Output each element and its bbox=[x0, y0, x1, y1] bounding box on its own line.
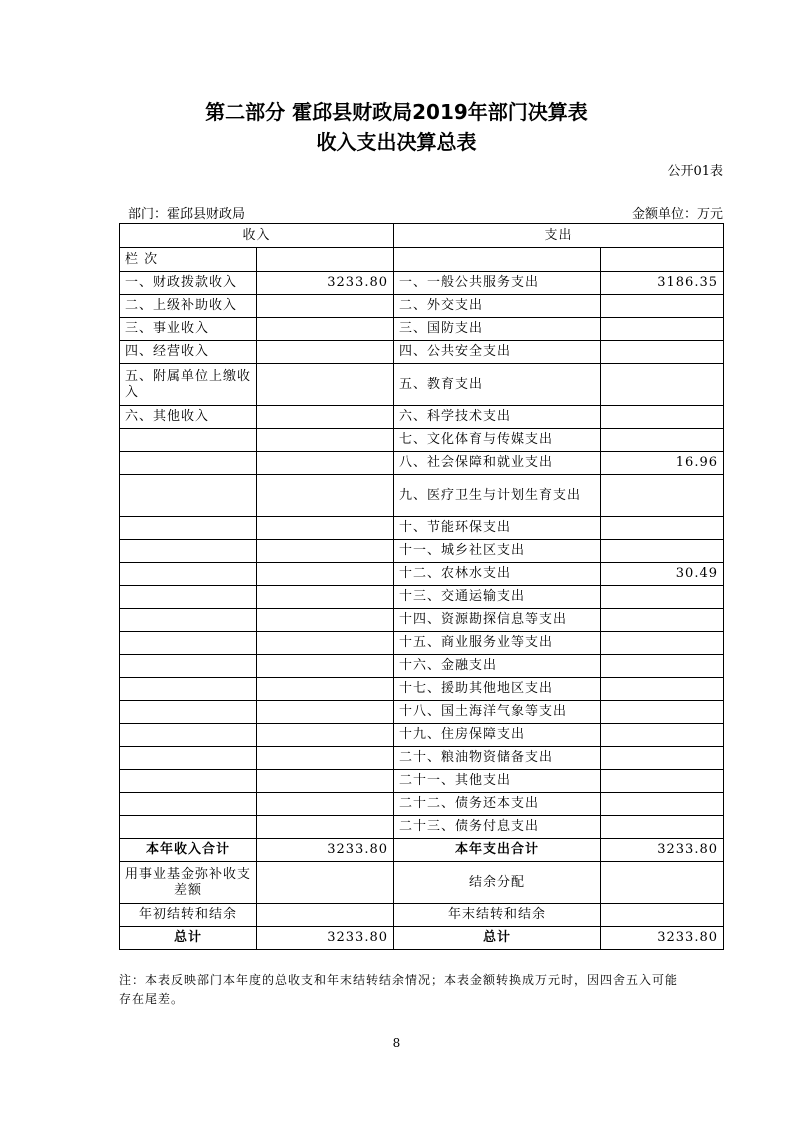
income-expense-table bbox=[119, 223, 724, 950]
cell-in-value bbox=[257, 452, 394, 475]
summary-total-out-value: 3233.80 bbox=[601, 927, 724, 950]
cell-out-label: 六、科学技术支出 bbox=[394, 406, 601, 429]
cell-in-label bbox=[120, 747, 257, 770]
cell-out-value bbox=[601, 747, 724, 770]
table-row bbox=[120, 770, 724, 793]
column-label-row bbox=[120, 248, 724, 272]
table-row bbox=[120, 364, 724, 406]
cell-out-label: 七、文化体育与传媒支出 bbox=[394, 429, 601, 452]
summary-begin-value bbox=[257, 904, 394, 927]
cell-out-label: 十一、城乡社区支出 bbox=[394, 540, 601, 563]
cell-out-value bbox=[601, 770, 724, 793]
cell-in-label bbox=[120, 517, 257, 540]
cell-in-value bbox=[257, 295, 394, 318]
cell-out-value bbox=[601, 475, 724, 517]
summary-row bbox=[120, 839, 724, 862]
cell-in-value bbox=[257, 701, 394, 724]
summary-row bbox=[120, 904, 724, 927]
cell-out-value bbox=[601, 724, 724, 747]
cell-out-label: 四、公共安全支出 bbox=[394, 341, 601, 364]
table-row bbox=[120, 724, 724, 747]
table-row bbox=[120, 747, 724, 770]
cell-out-label: 二十、粮油物资储备支出 bbox=[394, 747, 601, 770]
cell-in-value bbox=[257, 793, 394, 816]
cell-out-label: 十、节能环保支出 bbox=[394, 517, 601, 540]
summary-end-value bbox=[601, 904, 724, 927]
table-title: 收入支出决算总表 bbox=[316, 130, 477, 154]
cell-out-value bbox=[601, 318, 724, 341]
cell-in-label bbox=[120, 475, 257, 517]
cell-out-value bbox=[601, 295, 724, 318]
footnote: 注：本表反映部门本年度的总收支和年末结转结余情况；本表金额转换成万元时，因四舍五入可能存在尾差。 bbox=[119, 973, 679, 1006]
summary-surplus-value bbox=[601, 862, 724, 904]
cell-out-label: 二十一、其他支出 bbox=[394, 770, 601, 793]
summary-total-out-label: 总计 bbox=[394, 927, 601, 950]
cell-out-value: 3186.35 bbox=[601, 272, 724, 295]
cell-out-label: 十九、住房保障支出 bbox=[394, 724, 601, 747]
cell-in-label: 六、其他收入 bbox=[120, 406, 257, 429]
cell-in-label bbox=[120, 586, 257, 609]
page-number: 8 bbox=[392, 1036, 401, 1050]
income-header: 收入 bbox=[120, 224, 394, 248]
cell-in-label bbox=[120, 678, 257, 701]
cell-in-value bbox=[257, 724, 394, 747]
table-header-row bbox=[120, 224, 724, 248]
cell-in-label bbox=[120, 816, 257, 839]
table-row bbox=[120, 517, 724, 540]
cell-in-value bbox=[257, 364, 394, 406]
cell-in-value bbox=[257, 816, 394, 839]
cell-in-value bbox=[257, 747, 394, 770]
cell-in-value bbox=[257, 655, 394, 678]
summary-end-label: 年末结转和结余 bbox=[394, 904, 601, 927]
cell-out-value bbox=[601, 609, 724, 632]
table-row bbox=[120, 429, 724, 452]
table-row bbox=[120, 586, 724, 609]
cell-in-label: 四、经营收入 bbox=[120, 341, 257, 364]
summary-fund-value bbox=[257, 862, 394, 904]
cell-out-value bbox=[601, 793, 724, 816]
cell-out-label: 十七、援助其他地区支出 bbox=[394, 678, 601, 701]
summary-year-expense-value: 3233.80 bbox=[601, 839, 724, 862]
cell-out-value bbox=[601, 678, 724, 701]
table-row bbox=[120, 563, 724, 586]
summary-surplus-label: 结余分配 bbox=[394, 862, 601, 904]
cell-in-label bbox=[120, 563, 257, 586]
cell-out-value bbox=[601, 632, 724, 655]
cell-out-label: 八、社会保障和就业支出 bbox=[394, 452, 601, 475]
cell-in-label: 五、附属单位上缴收入 bbox=[120, 364, 257, 406]
cell-in-label: 三、事业收入 bbox=[120, 318, 257, 341]
cell-out-value: 16.96 bbox=[601, 452, 724, 475]
cell-out-value bbox=[601, 701, 724, 724]
cell-out-value bbox=[601, 517, 724, 540]
cell-out-label: 一、一般公共服务支出 bbox=[394, 272, 601, 295]
cell-in-label bbox=[120, 609, 257, 632]
cell-in-label bbox=[120, 540, 257, 563]
table-row bbox=[120, 341, 724, 364]
cell-out-label: 十五、商业服务业等支出 bbox=[394, 632, 601, 655]
unit-label: 金额单位：万元 bbox=[631, 207, 723, 222]
department-label: 部门：霍邱县财政局 bbox=[128, 207, 246, 222]
cell-out-value bbox=[601, 586, 724, 609]
summary-row bbox=[120, 927, 724, 950]
table-row bbox=[120, 632, 724, 655]
table-row bbox=[120, 609, 724, 632]
cell-in-value bbox=[257, 475, 394, 517]
summary-row bbox=[120, 862, 724, 904]
summary-year-expense-label: 本年支出合计 bbox=[394, 839, 601, 862]
cell-out-value bbox=[601, 341, 724, 364]
cell-in-value bbox=[257, 563, 394, 586]
cell-out-value bbox=[601, 406, 724, 429]
cell-out-label: 三、国防支出 bbox=[394, 318, 601, 341]
cell-in-value bbox=[257, 586, 394, 609]
cell-out-value: 30.49 bbox=[601, 563, 724, 586]
summary-total-in-label: 总计 bbox=[120, 927, 257, 950]
cell-out-label: 九、医疗卫生与计划生育支出 bbox=[394, 475, 601, 517]
table-row bbox=[120, 406, 724, 429]
table-row bbox=[120, 272, 724, 295]
cell-in-value bbox=[257, 318, 394, 341]
cell-in-label bbox=[120, 793, 257, 816]
expense-header: 支出 bbox=[394, 224, 724, 248]
cell-out-label: 二十二、债务还本支出 bbox=[394, 793, 601, 816]
cell-in-label bbox=[120, 452, 257, 475]
cell-out-label: 十三、交通运输支出 bbox=[394, 586, 601, 609]
summary-total-in-value: 3233.80 bbox=[257, 927, 394, 950]
cell-out-label: 十六、金融支出 bbox=[394, 655, 601, 678]
summary-year-income-label: 本年收入合计 bbox=[120, 839, 257, 862]
cell-in-label bbox=[120, 701, 257, 724]
cell-in-value bbox=[257, 406, 394, 429]
column-label: 栏 次 bbox=[120, 248, 257, 272]
table-row bbox=[120, 318, 724, 341]
cell-out-label: 十八、国土海洋气象等支出 bbox=[394, 701, 601, 724]
cell-out-label: 十四、资源勘探信息等支出 bbox=[394, 609, 601, 632]
cell-in-label: 一、财政拨款收入 bbox=[120, 272, 257, 295]
cell-in-label bbox=[120, 632, 257, 655]
cell-in-label bbox=[120, 724, 257, 747]
cell-out-label: 二、外交支出 bbox=[394, 295, 601, 318]
cell-in-value bbox=[257, 517, 394, 540]
cell-out-label: 五、教育支出 bbox=[394, 364, 601, 406]
cell-out-label: 二十三、债务付息支出 bbox=[394, 816, 601, 839]
form-number: 公开01表 bbox=[667, 164, 723, 179]
cell-in-label: 二、上级补助收入 bbox=[120, 295, 257, 318]
page-title: 第二部分 霍邱县财政局2019年部门决算表 bbox=[205, 100, 588, 124]
table-row bbox=[120, 295, 724, 318]
table-row bbox=[120, 540, 724, 563]
table-row bbox=[120, 793, 724, 816]
cell-in-value bbox=[257, 678, 394, 701]
cell-in-label bbox=[120, 770, 257, 793]
table-row bbox=[120, 655, 724, 678]
table-row bbox=[120, 816, 724, 839]
cell-out-label: 十二、农林水支出 bbox=[394, 563, 601, 586]
cell-in-value bbox=[257, 770, 394, 793]
cell-in-value: 3233.80 bbox=[257, 272, 394, 295]
cell-out-value bbox=[601, 429, 724, 452]
cell-out-value bbox=[601, 540, 724, 563]
table-row bbox=[120, 701, 724, 724]
cell-in-value bbox=[257, 429, 394, 452]
cell-out-value bbox=[601, 816, 724, 839]
cell-in-value bbox=[257, 540, 394, 563]
table-row bbox=[120, 678, 724, 701]
cell-in-label bbox=[120, 429, 257, 452]
summary-fund-label: 用事业基金弥补收支差额 bbox=[120, 862, 257, 904]
cell-in-label bbox=[120, 655, 257, 678]
cell-in-value bbox=[257, 341, 394, 364]
summary-year-income-value: 3233.80 bbox=[257, 839, 394, 862]
cell-in-value bbox=[257, 609, 394, 632]
table-row bbox=[120, 475, 724, 517]
cell-out-value bbox=[601, 655, 724, 678]
table-row bbox=[120, 452, 724, 475]
summary-begin-label: 年初结转和结余 bbox=[120, 904, 257, 927]
cell-in-value bbox=[257, 632, 394, 655]
cell-out-value bbox=[601, 364, 724, 406]
